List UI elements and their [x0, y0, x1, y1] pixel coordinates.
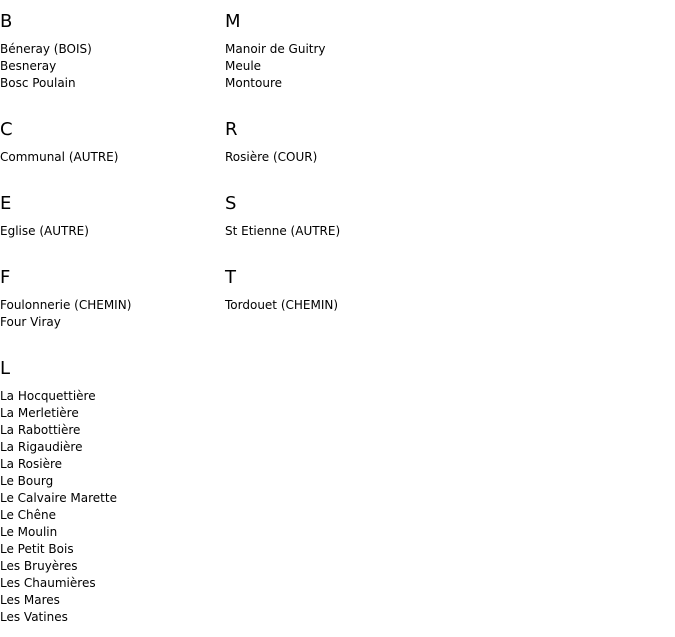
- entry-list: [0, 223, 89, 240]
- entry-list: [225, 297, 338, 314]
- letter-section-e: [0, 193, 220, 238]
- entry-list: [225, 41, 326, 92]
- letter-heading: F: [0, 267, 11, 288]
- entry-link[interactable]: Les Bruyères: [0, 559, 78, 573]
- letter-heading: E: [0, 193, 12, 214]
- entry-link[interactable]: La Hocquettière: [0, 389, 96, 403]
- entry-link[interactable]: La Rosière: [0, 457, 63, 471]
- letter-heading: S: [225, 193, 237, 214]
- entry-link[interactable]: Le Petit Bois: [0, 542, 74, 556]
- entry-link[interactable]: La Rigaudière: [0, 440, 83, 454]
- entry-link[interactable]: Eglise (AUTRE): [0, 224, 89, 238]
- entry-link[interactable]: La Rabottière: [0, 423, 81, 437]
- letter-section-m: [225, 11, 445, 90]
- entry-link[interactable]: Les Vatines: [0, 610, 68, 624]
- entry-link[interactable]: Manoir de Guitry: [225, 42, 326, 56]
- entry-link[interactable]: Béneray (BOIS): [0, 42, 92, 56]
- entry-list: [0, 149, 118, 166]
- letter-heading: L: [0, 358, 11, 379]
- entry-link[interactable]: Meule: [225, 59, 262, 73]
- letter-section-l: [0, 358, 220, 624]
- letter-section-s: [225, 193, 445, 238]
- letter-heading: T: [225, 267, 236, 288]
- entry-link[interactable]: La Merletière: [0, 406, 79, 420]
- entry-link[interactable]: Tordouet (CHEMIN): [225, 298, 339, 312]
- entry-list: [0, 388, 117, 626]
- letter-heading: B: [0, 11, 13, 32]
- entry-link[interactable]: Four Viray: [0, 315, 61, 329]
- letter-section-b: [0, 11, 220, 90]
- entry-link[interactable]: Foulonnerie (CHEMIN): [0, 298, 132, 312]
- entry-link[interactable]: Les Mares: [0, 593, 60, 607]
- entry-link[interactable]: Le Moulin: [0, 525, 58, 539]
- entry-list: [225, 149, 317, 166]
- letter-section-r: [225, 119, 445, 164]
- entry-link[interactable]: Les Chaumières: [0, 576, 96, 590]
- entry-link[interactable]: Le Bourg: [0, 474, 54, 488]
- entry-link[interactable]: St Etienne (AUTRE): [225, 224, 341, 238]
- entry-link[interactable]: Rosière (COUR): [225, 150, 318, 164]
- letter-heading: C: [0, 119, 13, 140]
- entry-list: [225, 223, 340, 240]
- letter-heading: M: [225, 11, 241, 32]
- letter-section-f: [0, 267, 220, 329]
- entry-list: [0, 297, 131, 331]
- letter-section-c: [0, 119, 220, 164]
- entry-link[interactable]: Le Chêne: [0, 508, 57, 522]
- entry-link[interactable]: Bosc Poulain: [0, 76, 76, 90]
- letter-heading: R: [225, 119, 238, 140]
- entry-list: [0, 41, 92, 92]
- letter-section-t: [225, 267, 445, 312]
- entry-link[interactable]: Communal (AUTRE): [0, 150, 119, 164]
- entry-link[interactable]: Le Calvaire Marette: [0, 491, 117, 505]
- entry-link[interactable]: Besneray: [0, 59, 57, 73]
- entry-link[interactable]: Montoure: [225, 76, 283, 90]
